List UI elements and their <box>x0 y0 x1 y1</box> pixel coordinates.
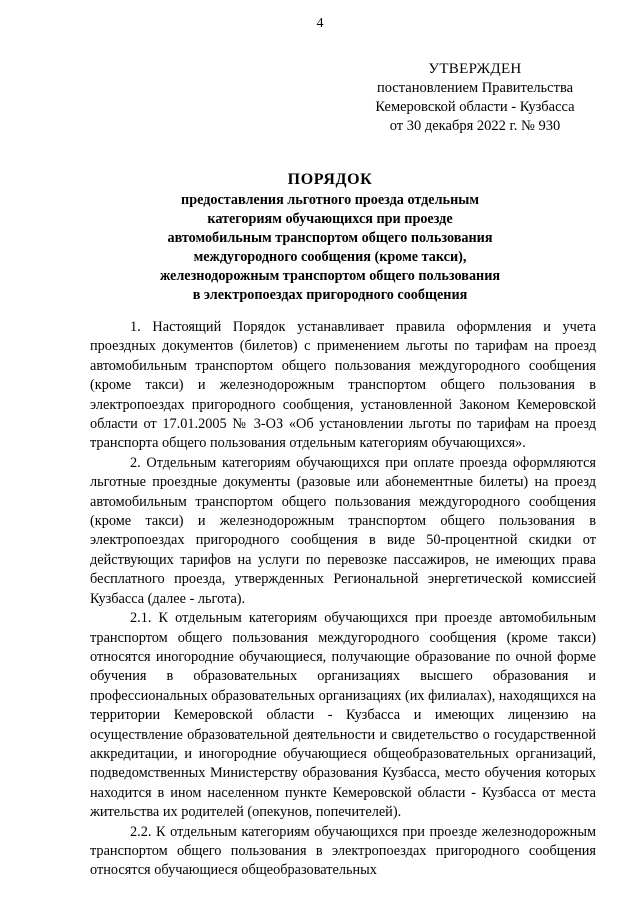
approval-line: постановлением Правительства <box>376 80 574 96</box>
title-line: междугородного сообщения (кроме такси), <box>193 249 467 265</box>
approval-heading: УТВЕРЖДЕН <box>428 61 522 77</box>
title-line: в электропоездах пригородного сообщения <box>192 287 468 303</box>
title-line: автомобильным транспортом общего пользования <box>167 230 493 246</box>
paragraph-1: 1. Настоящий Порядок устанавливает правила оформления и учета проездных документов (билетов) с применением льготы по тарифам на проезд автомобильным транспортом общего пользования междугородного сообщения (кроме такси) и железнодорожным транспортом общего пользования в электропоездах пригородного сообщения, установленной Законом Кемеровской области от 17.01.2005 № 3-ОЗ «Об установлении льготы по тарифам на проезд транспорта общего пользования отдельным категориям обучающихся». <box>90 319 596 452</box>
document-title <box>95 170 565 305</box>
paragraph-2-2: 2.2. К отдельным категориям обучающихся при проезде железнодорожным транспортом общего пользования в электропоездах пригородного сообщения относятся обучающиеся общеобразовательных <box>90 823 596 879</box>
approval-stamp <box>360 60 590 136</box>
document-body <box>90 318 596 881</box>
paragraph-2-1: 2.1. К отдельным категориям обучающихся при проезде автомобильным транспортом общего пользования междугородного сообщения (кроме такси) относятся иногородние обучающиеся, получающие образование по очной форме обучения в образовательных организациях высшего образования и профессиональных образовательных организациях (их филиалах), находящихся на территории Кемеровской области - Кузбасса и имеющих лицензию на осуществление образовательной деятельности и свидетельство о государственной аккредитации, и иногородние обучающиеся общеобразовательных организаций, подведомственных Министерству образования Кузбасса, место обучения которых находится в ином населенном пункте Кемеровской области - Кузбасса от места жительства их родителей (опекунов, попечителей). <box>90 610 596 821</box>
page-number: 4 <box>316 16 324 31</box>
title-line: категориям обучающихся при проезде <box>207 211 453 227</box>
paragraph-2: 2. Отдельным категориям обучающихся при оплате проезда оформляются льготные проездные документы (разовые или абонементные билеты) на проезд автомобильным транспортом общего пользования междугородного сообщения (кроме такси) и железнодорожным транспортом общего пользования в электропоездах пригородного сообщения в виде 50-процентной скидки от действующих тарифов на услуги по перевозке пассажиров, не имеющих права бесплатного проезда, утвержденных Региональной энергетической комиссией Кузбасса (далее - льгота). <box>90 454 596 607</box>
title-line: предоставления льготного проезда отдельным <box>181 192 479 208</box>
title-line: железнодорожным транспортом общего пользования <box>159 268 501 284</box>
approval-line: от 30 декабря 2022 г. № 930 <box>389 118 561 134</box>
title-main: ПОРЯДОК <box>287 171 373 188</box>
approval-line: Кемеровской области - Кузбасса <box>375 99 575 115</box>
